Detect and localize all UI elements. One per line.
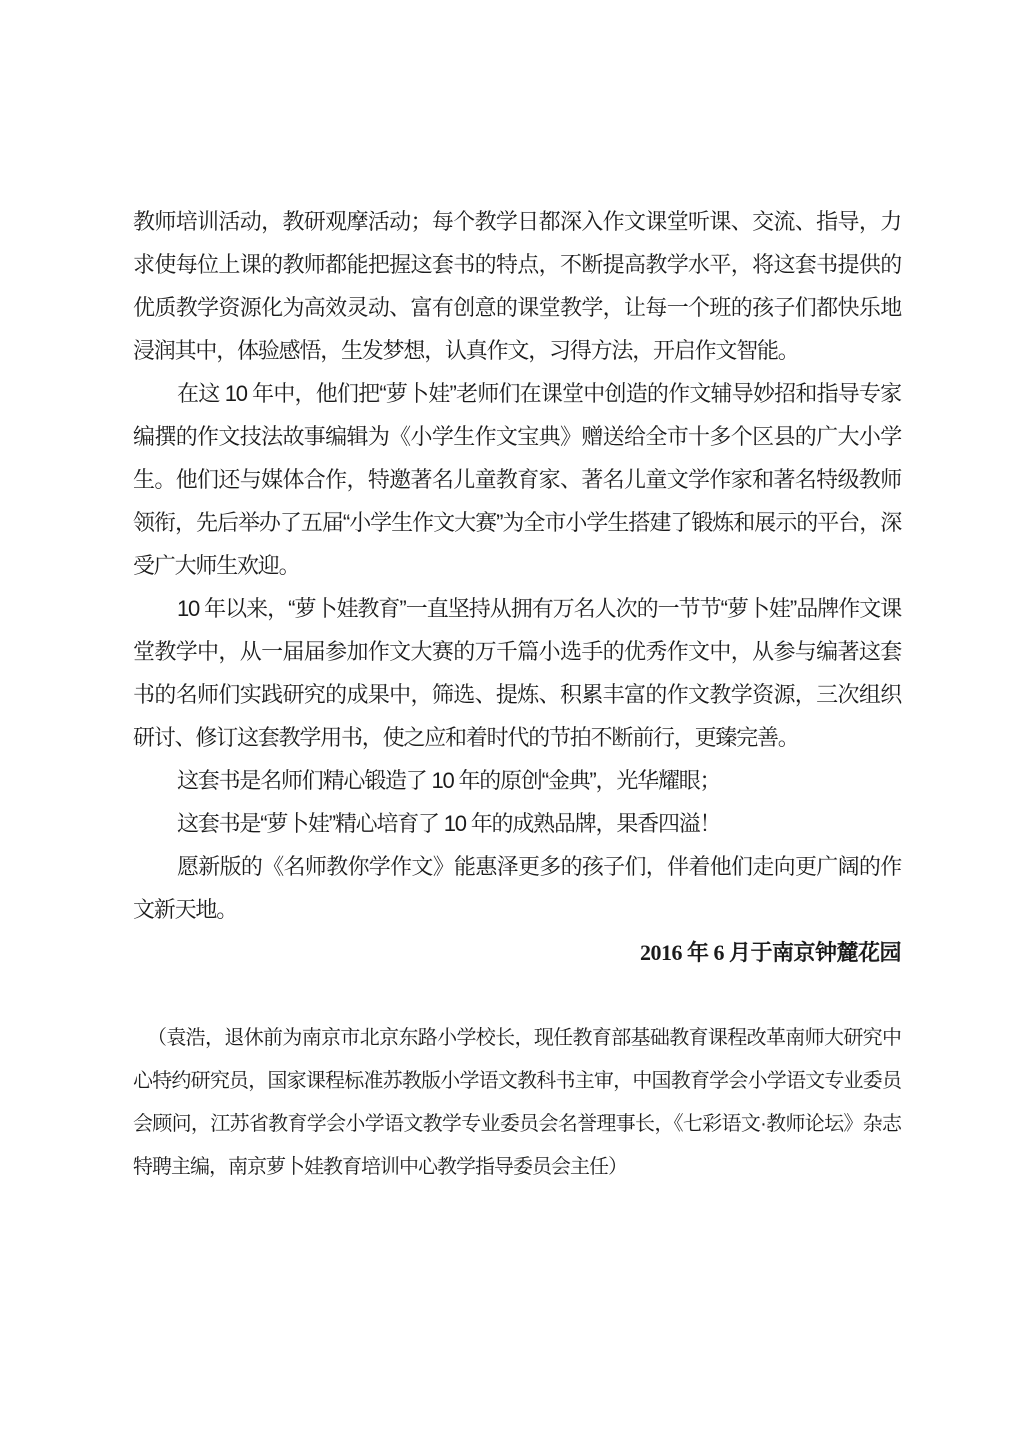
paragraph-4: 这套书是名师们精心锻造了 10 年的原创“金典”，光华耀眼； xyxy=(177,768,721,793)
paragraph-1: 教师培训活动，教研观摩活动；每个教学日都深入作文课堂听课、交流、指导，力求使每位上课的教师都能把握这套书的特点，不断提高教学水平，将这套书提供的优质教学资源化为高效灵动、富有创意的课堂教学，让每一个班的孩子们都快乐地浸润其中，体验感悟，生发梦想，认真作文，习得方法，开启作文智能。 xyxy=(133,209,901,363)
paragraph-2: 在这 10 年中，他们把“萝卜娃”老师们在课堂中创造的作文辅导妙招和指导专家编撰的作文技法故事编辑为《小学生作文宝典》赠送给全市十多个区县的广大小学生。他们还与媒体合作，特邀著名儿童教育家、著名儿童文学作家和著名特级教师领衔，先后举办了五届“小学生作文大赛”为全市小学生搭建了锻炼和展示的平台，深受广大师生欢迎。 xyxy=(133,381,901,578)
paragraph-5: 这套书是“萝卜娃”精心培育了 10 年的成熟品牌，果香四溢！ xyxy=(177,811,721,836)
author-bio-note: （袁浩，退休前为南京市北京东路小学校长，现任教育部基础教育课程改革南师大研究中心特约研究员，国家课程标准苏教版小学语文教科书主审，中国教育学会小学语文专业委员会顾问，江苏省教育学会小学语文教学专业委员会名誉理事长，《七彩语文·教师论坛》杂志特聘主编，南京萝卜娃教育培训中心教学指导委员会主任） xyxy=(133,1027,901,1178)
dateline: 2016 年 6 月于南京钟麓花园 xyxy=(639,940,901,965)
paragraph-6: 愿新版的《名师教你学作文》能惠泽更多的孩子们，伴着他们走向更广阔的作文新天地。 xyxy=(133,854,901,922)
preface-body xyxy=(133,200,901,1189)
paragraph-3: 10 年以来，“萝卜娃教育”一直坚持从拥有万名人次的一节节“萝卜娃”品牌作文课堂教学中，从一届届参加作文大赛的万千篇小选手的优秀作文中，从参与编著这套书的名师们实践研究的成果中，筛选、提炼、积累丰富的作文教学资源，三次组织研讨、修订这套教学用书，使之应和着时代的节拍不断前行，更臻完善。 xyxy=(133,596,901,750)
